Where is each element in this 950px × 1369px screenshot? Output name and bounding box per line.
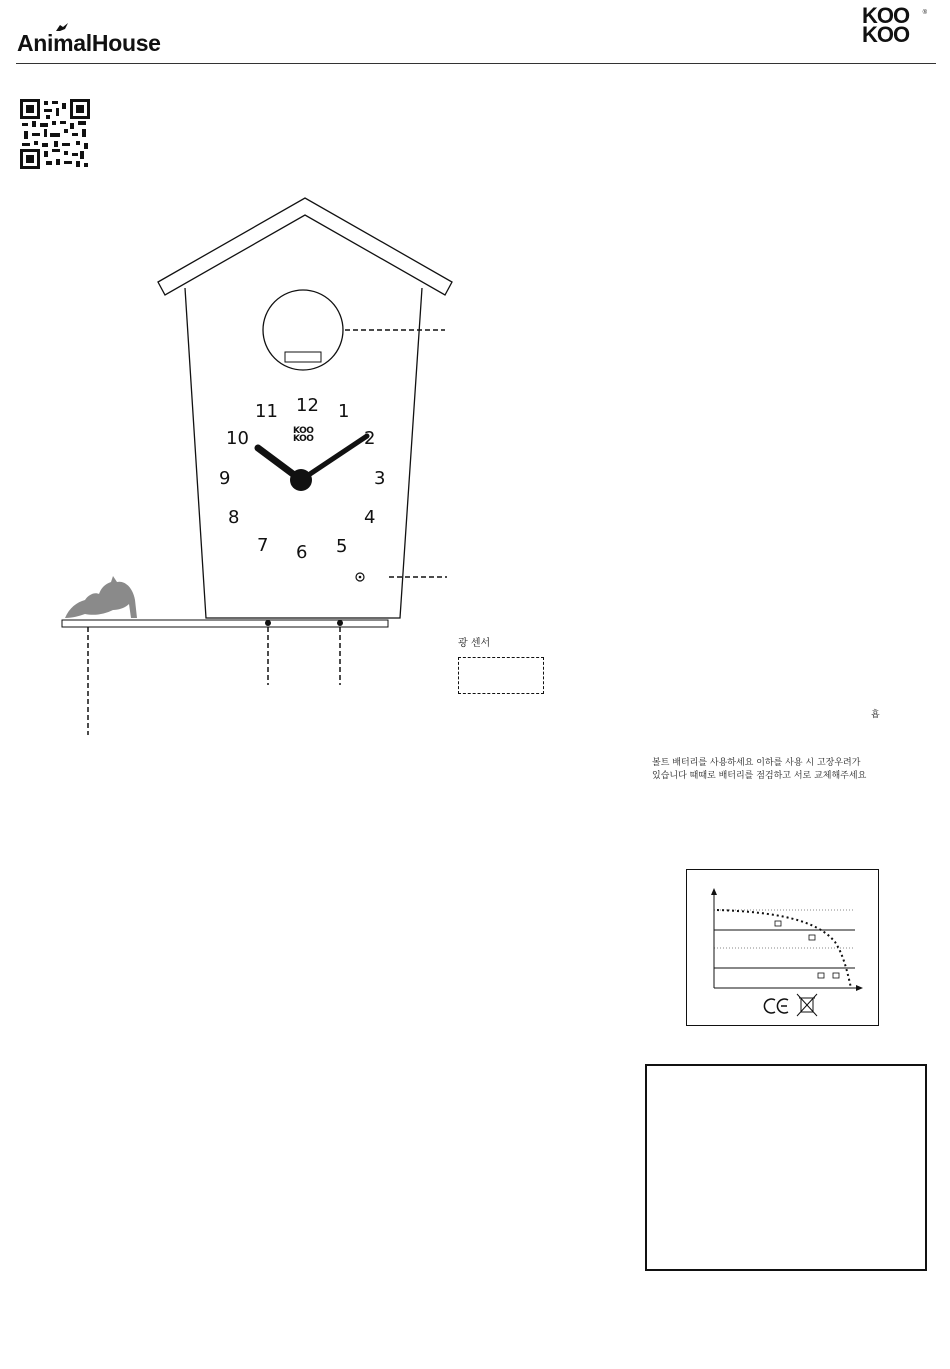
brand-text: AnimalHouse	[17, 30, 161, 56]
bird-icon	[54, 21, 70, 33]
info-box	[645, 1064, 927, 1271]
clock-illustration	[55, 190, 465, 750]
roof	[158, 198, 452, 295]
logo-line-1: KOO	[862, 3, 910, 28]
logo-line-2: KOO	[862, 22, 910, 47]
face-logo-line-1: KOO	[293, 426, 314, 436]
face-logo-line-2: KOO	[293, 434, 314, 444]
battery-marker-2	[809, 935, 815, 940]
battery-note-line-2: 있습니다 때때로 배터리를 점검하고 서로 교체해주세요	[652, 771, 867, 781]
battery-marker-3	[818, 973, 824, 978]
perch	[285, 352, 321, 362]
numeral-12: 12	[296, 395, 319, 416]
fragment-char: 횹	[871, 710, 880, 720]
screw-hole-left	[265, 620, 271, 626]
kookoo-logo	[862, 3, 926, 47]
x-axis-arrow	[856, 985, 863, 991]
numeral-5: 5	[336, 536, 348, 557]
numeral-11: 11	[255, 401, 278, 422]
numeral-6: 6	[296, 542, 308, 563]
sensor-placeholder-box	[458, 657, 544, 694]
header-divider	[16, 63, 936, 64]
face-logo	[293, 427, 313, 443]
battery-note-line-1: 볼트 배터리를 사용하세요 이하를 사용 시 고장우려가	[652, 758, 861, 768]
battery-marker-1	[775, 921, 781, 926]
house-body	[185, 288, 422, 618]
numeral-8: 8	[228, 507, 240, 528]
discharge-curve	[717, 910, 851, 988]
ce-mark-icon	[764, 999, 788, 1013]
screw-hole-right	[337, 620, 343, 626]
numeral-7: 7	[257, 535, 269, 556]
numeral-3: 3	[374, 468, 386, 489]
battery-curve-graph	[687, 870, 878, 1025]
numeral-2: 2	[364, 428, 376, 449]
numeral-1: 1	[338, 401, 350, 422]
light-sensor-label: 광 센서	[458, 638, 491, 649]
numeral-10: 10	[226, 428, 249, 449]
numeral-4: 4	[364, 507, 376, 528]
numeral-9: 9	[219, 468, 231, 489]
cat-icon	[65, 576, 137, 618]
qr-code-icon	[20, 99, 90, 169]
brand-name	[17, 30, 161, 57]
y-axis-arrow	[711, 888, 717, 895]
registered-mark: ®	[922, 10, 926, 16]
weee-bin-icon	[797, 994, 817, 1016]
battery-graph-box	[686, 869, 879, 1026]
hand-hub	[290, 469, 312, 491]
battery-marker-4	[833, 973, 839, 978]
